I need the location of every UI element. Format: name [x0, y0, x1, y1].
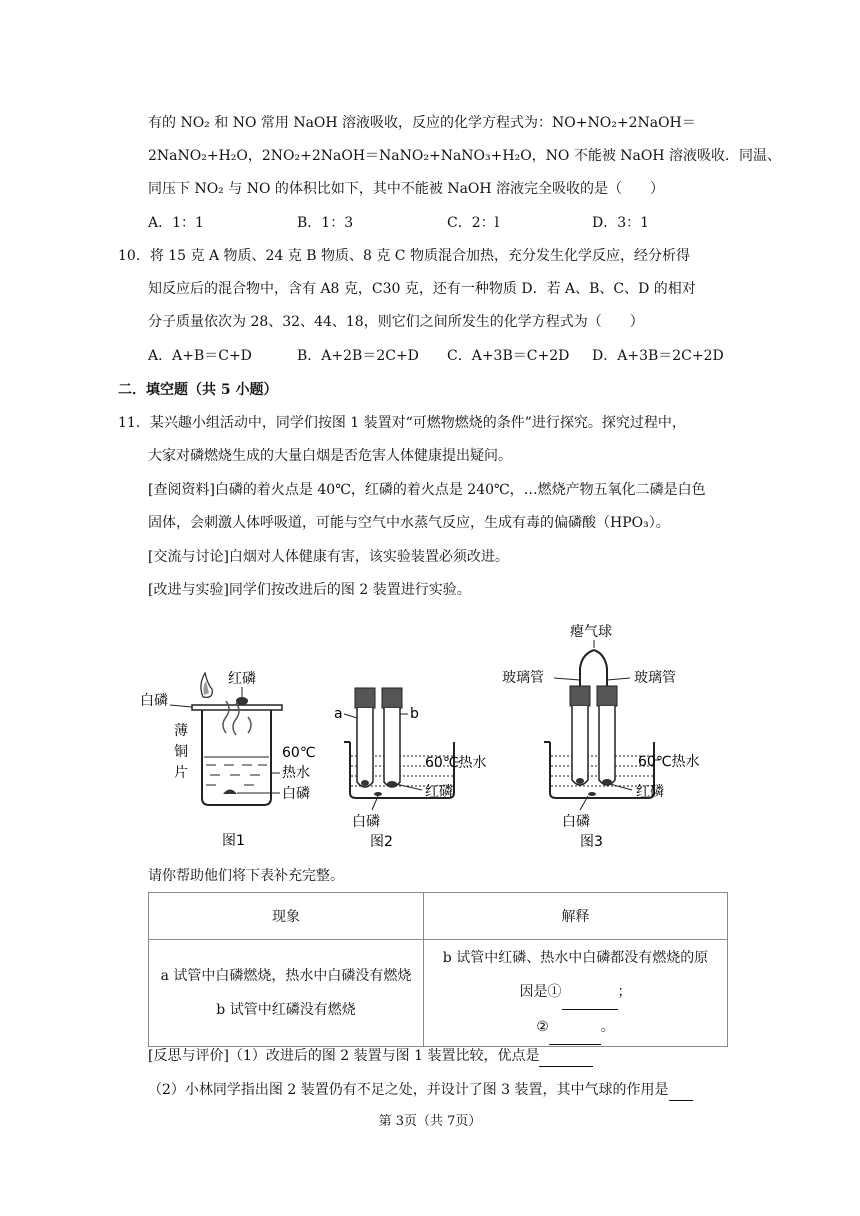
fig2-label-a: a	[334, 706, 343, 722]
table-header-row	[149, 893, 728, 940]
figure-2	[330, 650, 500, 855]
answer-blank-4[interactable]	[669, 1080, 693, 1101]
phenomenon-line-1: a 试管中白磷燃烧，热水中白磷没有燃烧	[160, 968, 412, 984]
answer-table	[148, 892, 728, 1047]
explanation-blank-2-label: ②	[536, 1019, 549, 1035]
fig3-label-white-p: 白磷	[562, 814, 590, 830]
fig2-caption: 图2	[370, 834, 393, 850]
fig1-label-copper-1: 薄	[174, 723, 188, 739]
page-footer: 第 3页（共 7页）	[378, 1114, 482, 1129]
fig1-label-red-p: 红磷	[228, 671, 256, 687]
fig1-label-white-p: 白磷	[140, 693, 168, 709]
q9-option-d: D．3：1	[592, 215, 650, 231]
section-heading: 二．填空题（共 5 小题）	[118, 382, 278, 398]
explanation-line-1: b 试管中红磷、热水中白磷都没有燃烧的原	[442, 950, 709, 966]
fig1-label-white-p-2: 白磷	[282, 786, 310, 802]
fig2-label-water: 60℃热水	[425, 755, 487, 771]
fig3-caption: 图3	[580, 834, 603, 850]
q10-option-c: C．A+3B＝C+2D	[447, 348, 570, 364]
fig2-label-b: b	[410, 706, 419, 722]
figure-3	[500, 620, 730, 855]
phenomenon-line-2: b 试管中红磷没有燃烧	[216, 1002, 356, 1018]
q10-line-1: 10．将 15 克 A 物质、24 克 B 物质、8 克 C 物质混合加热，充分发生化学反应，经分析得	[118, 248, 690, 264]
explanation-blank-1-end: ；	[617, 984, 632, 1000]
q10-option-d: D．A+3B＝2C+2D	[592, 348, 724, 364]
q11-line-4: 固体，会刺激人体呼吸道，可能与空气中水蒸气反应，生成有毒的偏磷酸（HPO₃）。	[148, 515, 670, 531]
table-prompt: 请你帮助他们将下表补充完整。	[148, 868, 344, 884]
table-cell-explanation	[424, 940, 728, 1047]
reflect-2-text: （2）小林同学指出图 2 装置仍有不足之处，并设计了图 3 装置，其中气球的作用是	[148, 1082, 669, 1098]
q9-option-a: A．1：1	[148, 215, 204, 231]
q10-option-a: A．A+B＝C+D	[148, 348, 252, 364]
q9-line-1: 有的 NO₂ 和 NO 常用 NaOH 溶液吸收，反应的化学方程式为：NO+NO₂+2NaOH＝	[148, 115, 696, 131]
q11-line-1: 11．某兴趣小组活动中，同学们按图 1 装置对“可燃物燃烧的条件”进行探究。探究过程中，	[118, 415, 686, 431]
q10-line-2: 知反应后的混合物中，含有 A8 克，C30 克，还有一种物质 D．若 A、B、C、D 的相对	[148, 281, 696, 297]
fig1-label-water: 热水	[282, 765, 310, 781]
fig1-label-copper-3: 片	[174, 765, 188, 781]
table-header-explanation: 解释	[424, 893, 728, 940]
explanation-line-3	[425, 1010, 726, 1045]
q9-option-b: B．1：3	[297, 215, 354, 231]
q10-line-3: 分子质量依次为 28、32、44、18，则它们之间所发生的化学方程式为（ ）	[148, 314, 644, 330]
q9-line-3: 同压下 NO₂ 与 NO 的体积比如下，其中不能被 NaOH 溶液完全吸收的是（ ）	[148, 181, 665, 197]
fig3-label-balloon: 瘪气球	[570, 624, 612, 640]
answer-blank-1[interactable]	[562, 975, 618, 1010]
explanation-blank-2-end: 。	[600, 1019, 615, 1035]
q11-line-5: [交流与讨论]白烟对人体健康有害，该实验装置必须改进。	[148, 549, 509, 565]
fig2-label-white-p: 白磷	[352, 814, 380, 830]
table-cell-phenomenon	[149, 940, 424, 1047]
q11-line-6: [改进与实验]同学们按改进后的图 2 装置进行实验。	[148, 582, 471, 598]
answer-blank-2[interactable]	[549, 1010, 601, 1045]
reflect-line-2	[148, 1080, 693, 1101]
q11-line-3: [查阅资料]白磷的着火点是 40℃，红磷的着火点是 240℃，…燃烧产物五氧化二磷是白色	[148, 482, 706, 498]
fig3-label-water: 60℃热水	[638, 754, 700, 770]
reflect-line-1	[148, 1046, 593, 1067]
q11-line-2: 大家对磷燃烧生成的大量白烟是否危害人体健康提出疑问。	[148, 448, 512, 464]
fig1-label-copper-2: 铜	[174, 744, 188, 760]
fig3-label-glass-right: 玻璃管	[634, 670, 676, 686]
q10-option-b: B．A+2B＝2C+D	[297, 348, 419, 364]
q9-line-2: 2NaNO₂+H₂O，2NO₂+2NaOH＝NaNO₂+NaNO₃+H₂O，NO 不能被 NaOH 溶液吸收．同温、	[148, 148, 782, 164]
fig2-label-red-p: 红磷	[425, 784, 453, 800]
reflect-1-text: [反思与评价]（1）改进后的图 2 装置与图 1 装置比较，优点是	[148, 1048, 540, 1064]
table-header-phenomenon: 现象	[149, 893, 424, 940]
figure-1	[140, 655, 320, 855]
explanation-blank-1-label: 因是①	[519, 984, 562, 1000]
q9-option-c: C．2：l	[447, 215, 500, 231]
answer-blank-3[interactable]	[539, 1046, 593, 1067]
table-row	[149, 940, 728, 1047]
fig3-label-glass-left: 玻璃管	[502, 670, 544, 686]
fig3-label-red-p: 红磷	[636, 784, 664, 800]
fig1-caption: 图1	[222, 833, 245, 849]
fig1-label-temp: 60℃	[282, 745, 316, 761]
explanation-line-2	[425, 975, 726, 1010]
